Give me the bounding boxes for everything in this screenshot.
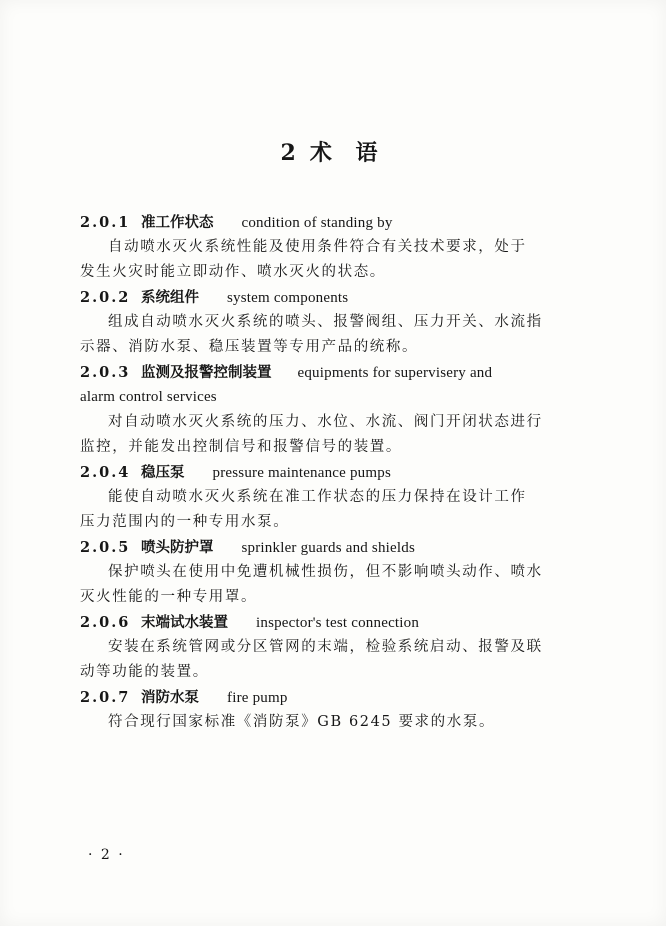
term-chinese: 系统组件	[141, 289, 199, 306]
term-english: condition of standing by	[241, 215, 393, 231]
term-number: 2.0.1	[80, 214, 131, 231]
term-definition: 安装在系统管网或分区管网的末端，检验系统启动、报警及联	[108, 639, 543, 655]
term-header	[80, 610, 592, 635]
term-english: system components	[227, 290, 349, 306]
term-number: 2.0.3	[80, 364, 131, 381]
chapter-number: 2	[280, 140, 304, 166]
term-number: 2.0.7	[80, 689, 131, 706]
term-english: fire pump	[227, 690, 288, 706]
term-definition-continued: 灭火性能的一种专用罩。	[80, 589, 258, 605]
term-definition: 对自动喷水灭火系统的压力、水位、水流、阀门开闭状态进行	[108, 414, 543, 430]
term-chinese: 准工作状态	[141, 214, 214, 231]
page-number: · 2 ·	[88, 847, 125, 863]
term-header	[80, 210, 592, 235]
chapter-title: 术 语	[309, 140, 386, 166]
term-english: inspector's test connection	[256, 615, 420, 631]
term-number: 2.0.4	[80, 464, 131, 481]
term-definition-continued: 发生火灾时能立即动作、喷水灭火的状态。	[80, 264, 386, 280]
term-number: 2.0.5	[80, 539, 131, 556]
term-chinese: 末端试水装置	[141, 614, 228, 631]
term-definition-continued: 示器、消防水泵、稳压装置等专用产品的统称。	[80, 339, 419, 355]
term-definition-continued: 动等功能的装置。	[80, 664, 209, 680]
term-number: 2.0.2	[80, 289, 131, 306]
term-header	[80, 285, 592, 310]
term-english-continued: alarm control services	[80, 389, 217, 405]
term-definition: 符合现行国家标准《消防泵》GB 6245 要求的水泵。	[108, 714, 496, 730]
term-header	[80, 685, 592, 710]
term-definition: 自动喷水灭火系统性能及使用条件符合有关技术要求，处于	[108, 239, 527, 255]
term-number: 2.0.6	[80, 614, 131, 631]
term-definition: 能使自动喷水灭火系统在准工作状态的压力保持在设计工作	[108, 489, 527, 505]
term-english: pressure maintenance pumps	[212, 465, 391, 481]
term-definition-continued: 监控，并能发出控制信号和报警信号的装置。	[80, 439, 402, 455]
term-definition: 保护喷头在使用中免遭机械性损伤，但不影响喷头动作、喷水	[108, 564, 543, 580]
term-chinese: 消防水泵	[141, 689, 199, 706]
term-header	[80, 360, 592, 385]
term-header	[80, 535, 592, 560]
term-english: equipments for supervisery and	[297, 365, 493, 381]
term-chinese: 监测及报警控制装置	[141, 364, 272, 381]
term-english: sprinkler guards and shields	[241, 540, 415, 556]
term-header	[80, 460, 592, 485]
term-chinese: 稳压泵	[141, 464, 185, 481]
term-definition-continued: 压力范围内的一种专用水泵。	[80, 514, 290, 530]
term-chinese: 喷头防护罩	[141, 539, 214, 556]
term-definition: 组成自动喷水灭火系统的喷头、报警阀组、压力开关、水流指	[108, 314, 543, 330]
chapter-heading	[0, 136, 666, 167]
terms-list	[80, 210, 592, 735]
